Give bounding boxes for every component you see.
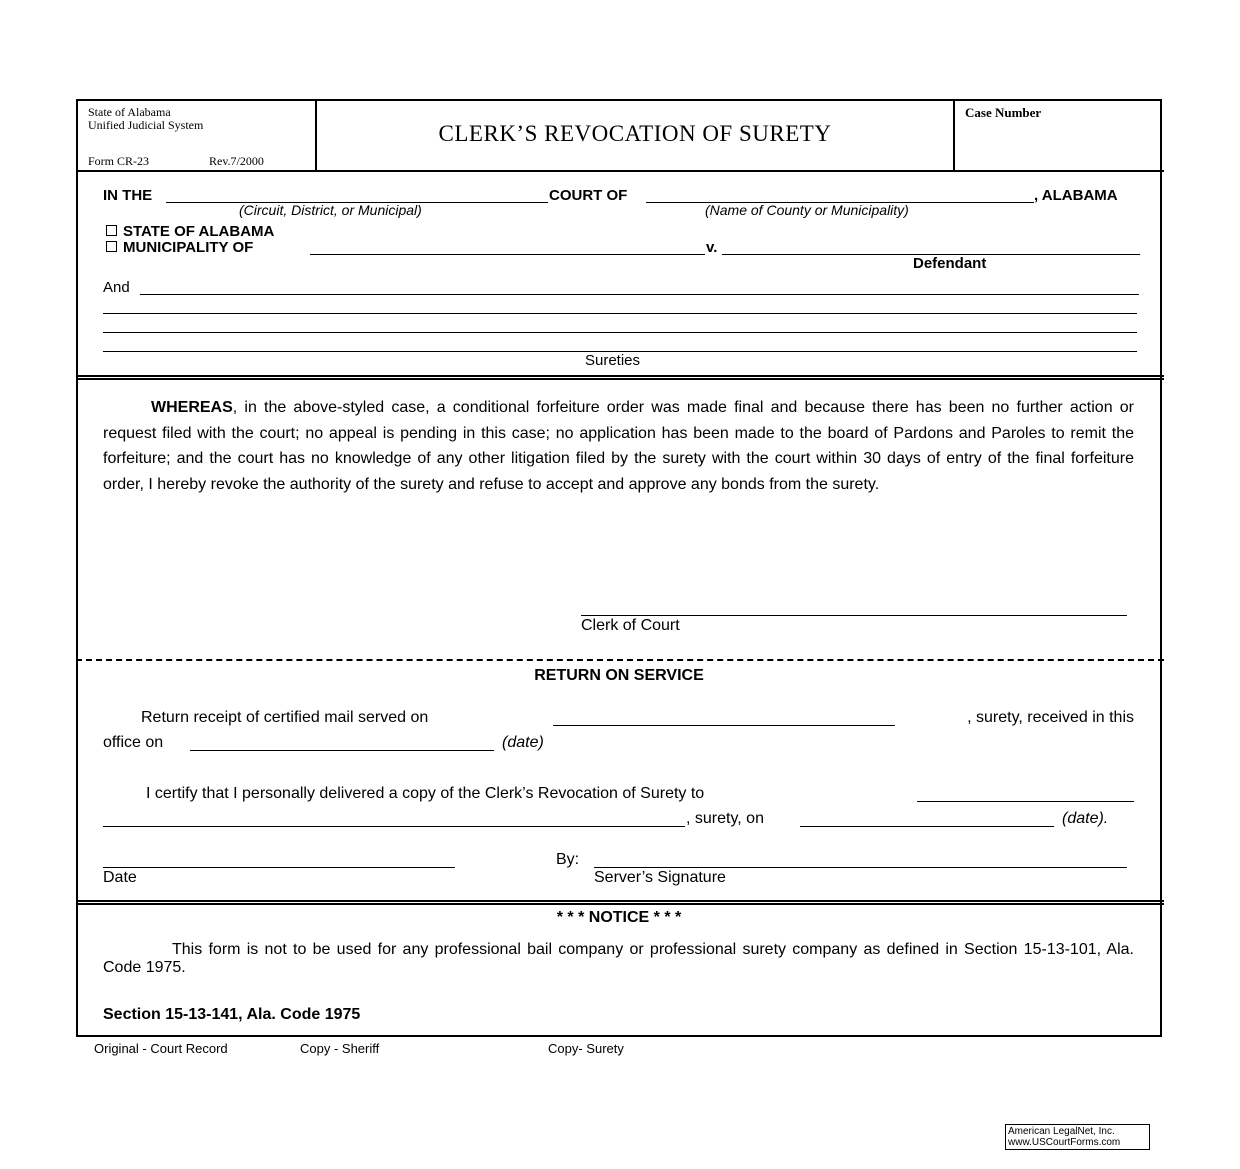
mail-text-2: , surety, received in this — [967, 709, 1134, 726]
header-divider-left — [315, 99, 317, 171]
service-bottom-rule-1 — [76, 900, 1164, 902]
clerk-label: Clerk of Court — [581, 617, 680, 634]
whereas-paragraph — [103, 395, 1134, 497]
publisher-line-1: American LegalNet, Inc. — [1008, 1126, 1115, 1137]
in-the-label: IN THE — [103, 187, 153, 204]
distribution-original: Original - Court Record — [94, 1041, 228, 1056]
certify-text: I certify that I personally delivered a copy of the Clerk’s Revocation of Surety to — [146, 785, 705, 802]
alabama-label: , ALABAMA — [1034, 187, 1118, 204]
server-signature-label: Server’s Signature — [594, 869, 726, 886]
server-signature-field[interactable] — [594, 867, 1127, 868]
delivered-to-field-1[interactable] — [917, 801, 1134, 802]
and-label: And — [103, 279, 130, 296]
return-on-service-heading: RETURN ON SERVICE — [534, 667, 704, 684]
date-hint-1: (date) — [502, 734, 544, 751]
versus-label: v. — [706, 239, 718, 256]
whereas-lead: WHEREAS — [151, 399, 233, 416]
date-label: Date — [103, 869, 137, 886]
case-number-field[interactable] — [957, 124, 1160, 168]
service-bottom-rule-2 — [76, 903, 1164, 905]
by-label: By: — [556, 851, 580, 868]
cut-line — [76, 659, 1164, 661]
sureties-label: Sureties — [585, 352, 641, 369]
section-citation: Section 15-13-141, Ala. Code 1975 — [103, 1006, 361, 1023]
header-bottom-rule — [76, 170, 1164, 172]
header-divider-right — [953, 99, 955, 171]
defendant-label: Defendant — [913, 255, 987, 272]
notice-text: This form is not to be used for any professional bail company or professional surety company as defined in Section 15-13-101, Ala. Code 1975. — [103, 941, 1134, 976]
case-number-label: Case Number — [965, 105, 1042, 120]
distribution-copy-surety: Copy- Surety — [548, 1041, 624, 1056]
mail-text-3: office on — [103, 734, 164, 751]
mail-text-1: Return receipt of certified mail served on — [141, 709, 429, 726]
agency-line-1: State of Alabama — [88, 105, 171, 119]
distribution-copy-sheriff: Copy - Sheriff — [300, 1041, 380, 1056]
agency-line-2: Unified Judicial System — [88, 118, 204, 132]
sureties-field-3[interactable] — [103, 332, 1137, 333]
clerk-signature-field[interactable] — [581, 615, 1127, 616]
caption-bottom-rule-1 — [76, 375, 1164, 377]
caption-bottom-rule-2 — [76, 378, 1164, 380]
sureties-field-2[interactable] — [103, 313, 1137, 314]
whereas-text: , in the above-styled case, a conditional forfeiture order was made final and because there has been no further action or request filed with the court; no appeal is pending in this case; no application has been made to the board of Pardons and Paroles to remit the forfeiture; and the court has no knowledge of any other litigation filed by the surety with the court within 30 days of entry of the final forfeiture order, I hereby revoke the authority of the surety and refuse to accept and approve any bonds from the surety. — [103, 399, 1134, 493]
form-number: Form CR-23 — [88, 154, 150, 168]
county-hint: (Name of County or Municipality) — [705, 202, 909, 218]
received-date-field[interactable] — [190, 750, 494, 751]
form-revision: Rev.7/2000 — [209, 154, 264, 168]
delivered-date-field[interactable] — [800, 826, 1054, 827]
service-date-field[interactable] — [103, 867, 455, 868]
date-hint-2: (date). — [1062, 810, 1109, 827]
court-type-hint: (Circuit, District, or Municipal) — [239, 202, 422, 218]
mail-served-on-field[interactable] — [553, 725, 895, 726]
court-of-label: COURT OF — [549, 187, 628, 204]
state-checkbox[interactable] — [106, 225, 117, 236]
municipality-option[interactable] — [106, 239, 253, 256]
notice-heading: * * * NOTICE * * * — [556, 909, 682, 926]
municipality-option-label: MUNICIPALITY OF — [123, 239, 254, 256]
state-option-label: STATE OF ALABAMA — [123, 223, 275, 240]
delivered-to-field-2[interactable] — [103, 826, 685, 827]
surety-on-text: , surety, on — [686, 810, 764, 827]
publisher-badge — [1005, 1124, 1150, 1150]
municipality-checkbox[interactable] — [106, 241, 117, 252]
municipality-field[interactable] — [310, 254, 705, 255]
sureties-field-1[interactable] — [140, 294, 1139, 295]
state-option[interactable] — [106, 223, 274, 240]
publisher-line-2: www.USCourtForms.com — [1008, 1137, 1121, 1148]
form-title: CLERK’S REVOCATION OF SURETY — [438, 121, 832, 146]
